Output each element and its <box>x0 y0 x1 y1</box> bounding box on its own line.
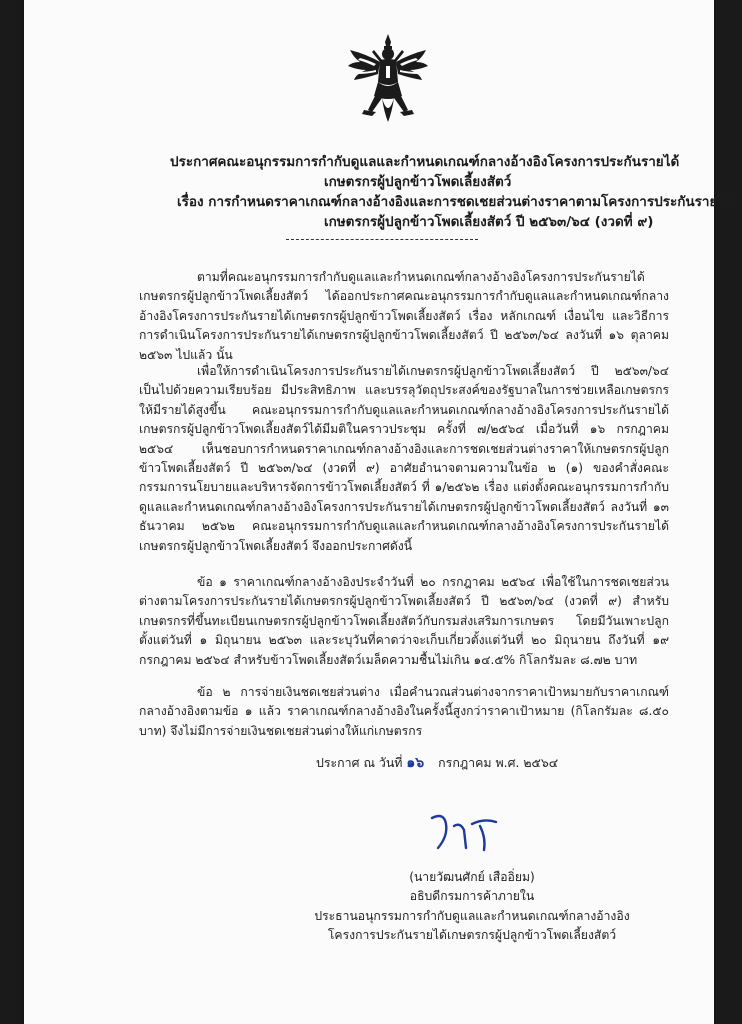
body-paragraph: เพื่อให้การดำเนินโครงการประกันรายได้เกษตรกรผู้ปลูกข้าวโพดเลี้ยงสัตว์ ปี ๒๕๖๓/๖๔ เป็นไปด้วยความเรียบร้อย มีประสิทธิภาพ และบรรลุวัตถุประสงค์ของรัฐบาลในการช่วยเหลือเกษตรกรให้มีรายได้สูงขึ้น คณะอนุกรรมการกำกับดูแลและกำหนดเกณฑ์กลางอ้างอิงโครงการประกันรายได้เกษตรกรผู้ปลูกข้าวโพดเลี้ยงสัตว์ได้มีมติในคราวประชุม ครั้งที่ ๗/๒๕๖๔ เมื่อวันที่ ๑๖ กรกฎาคม ๒๕๖๔ เห็นชอบการกำหนดราคาเกณฑ์กลางอ้างอิงและการชดเชยส่วนต่างราคาให้เกษตรกรผู้ปลูกข้าวโพดเลี้ยงสัตว์ ปี ๒๕๖๓/๖๔ (งวดที่ ๙) อาศัยอำนาจตามความในข้อ ๒ (๑) ของคำสั่งคณะกรรมการนโยบายและบริหารจัดการข้าวโพดเลี้ยงสัตว์ ที่ ๑/๒๕๖๒ เรื่อง แต่งตั้งคณะอนุกรรมการกำกับดูแลและกำหนดเกณฑ์กลางอ้างอิงโครงการประกันรายได้เกษตรกรผู้ปลูกข้าวโพดเลี้ยงสัตว์ ลงวันที่ ๑๓ ธันวาคม ๒๕๖๒ คณะอนุกรรมการกำกับดูแลและกำหนดเกณฑ์กลางอ้างอิงโครงการประกันรายได้เกษตรกรผู้ปลูกข้าวโพดเลี้ยงสัตว์ จึงออกประกาศดังนี้ <box>139 364 669 553</box>
subject-line: เกษตรกรผู้ปลูกข้าวโพดเลี้ยงสัตว์ ปี ๒๕๖๓/๖๔ (งวดที่ ๙) <box>324 214 654 230</box>
signatory-position: อธิบดีกรมการค้าภายใน <box>409 889 535 904</box>
signatory-block <box>286 868 658 946</box>
signatory-position: โครงการประกันรายได้เกษตรกรผู้ปลูกข้าวโพดเลี้ยงสัตว์ <box>327 928 617 943</box>
clause-2-paragraph: ข้อ ๒ การจ่ายเงินชดเชยส่วนต่าง เมื่อคำนวณส่วนต่างจากราคาเป้าหมายกับราคาเกณฑ์กลางอ้างอิงตามข้อ ๑ แล้ว ราคาเกณฑ์กลางอ้างอิงในครั้งนี้สูงกว่าราคาเป้าหมาย (กิโลกรัมละ ๘.๕๐ บาท) จึงไม่มีการจ่ายเงินชดเชยส่วนต่างให้แก่เกษตรกร <box>139 685 669 738</box>
signatory-position: ประธานอนุกรรมการกำกับดูแลและกำหนดเกณฑ์กลางอ้างอิง <box>314 908 630 923</box>
title-divider <box>286 239 478 240</box>
handwritten-signature <box>424 808 514 858</box>
date-day-handwritten: ๑๖ <box>406 755 425 771</box>
clause-1-paragraph: ข้อ ๑ ราคาเกณฑ์กลางอ้างอิงประจำวันที่ ๒๐ กรกฎาคม ๒๕๖๔ เพื่อใช้ในการชดเชยส่วนต่างตามโครงการประกันรายได้เกษตรกรผู้ปลูกข้าวโพดเลี้ยงสัตว์ ปี ๒๕๖๓/๖๔ (งวดที่ ๙) สำหรับเกษตรกรที่ขึ้นทะเบียนเกษตรกรผู้ปลูกข้าวโพดเลี้ยงสัตว์กับกรมส่งเสริมการเกษตร โดยมีวันเพาะปลูกตั้งแต่วันที่ ๑ มิถุนายน ๒๕๖๓ และระบุวันที่คาดว่าจะเก็บเกี่ยวตั้งแต่วันที่ ๒๐ มิถุนายน ถึงวันที่ ๑๙ กรกฎาคม ๒๕๖๔ สำหรับข้าวโพดเลี้ยงสัตว์เมล็ดความชื้นไม่เกิน ๑๔.๕% กิโลกรัมละ ๘.๗๒ บาท <box>139 575 669 667</box>
subject-line: เรื่อง การกำหนดราคาเกณฑ์กลางอ้างอิงและการชดเชยส่วนต่างราคาตามโครงการประกันรายได้ <box>177 194 733 210</box>
announcement-date <box>316 752 558 774</box>
garuda-emblem-icon <box>346 32 430 124</box>
announcement-title <box>170 152 733 232</box>
signatory-name: (นายวัฒนศักย์ เสืออิ่ยม) <box>409 870 535 884</box>
document-page <box>24 0 733 1024</box>
body-paragraph: ตามที่คณะอนุกรรมการกำกับดูแลและกำหนดเกณฑ์กลางอ้างอิงโครงการประกันรายได้เกษตรกรผู้ปลูกข้าวโพดเลี้ยงสัตว์ ได้ออกประกาศคณะอนุกรรมการกำกับดูแลและกำหนดเกณฑ์กลางอ้างอิงโครงการประกันรายได้เกษตรกรผู้ปลูกข้าวโพดเลี้ยงสัตว์ เรื่อง หลักเกณฑ์ เงื่อนไข และวิธีการ การดำเนินโครงการประกันรายได้เกษตรกรผู้ปลูกข้าวโพดเลี้ยงสัตว์ ปี ๒๕๖๓/๖๔ ลงวันที่ ๑๖ ตุลาคม ๒๕๖๓ ไปแล้ว นั้น <box>139 270 669 362</box>
date-month-year: กรกฎาคม พ.ศ. ๒๕๖๔ <box>438 755 559 770</box>
date-prefix: ประกาศ ณ วันที่ <box>316 755 403 770</box>
title-line: ประกาศคณะอนุกรรมการกำกับดูแลและกำหนดเกณฑ์กลางอ้างอิงโครงการประกันรายได้ <box>170 154 680 170</box>
title-line: เกษตรกรผู้ปลูกข้าวโพดเลี้ยงสัตว์ <box>324 174 512 190</box>
